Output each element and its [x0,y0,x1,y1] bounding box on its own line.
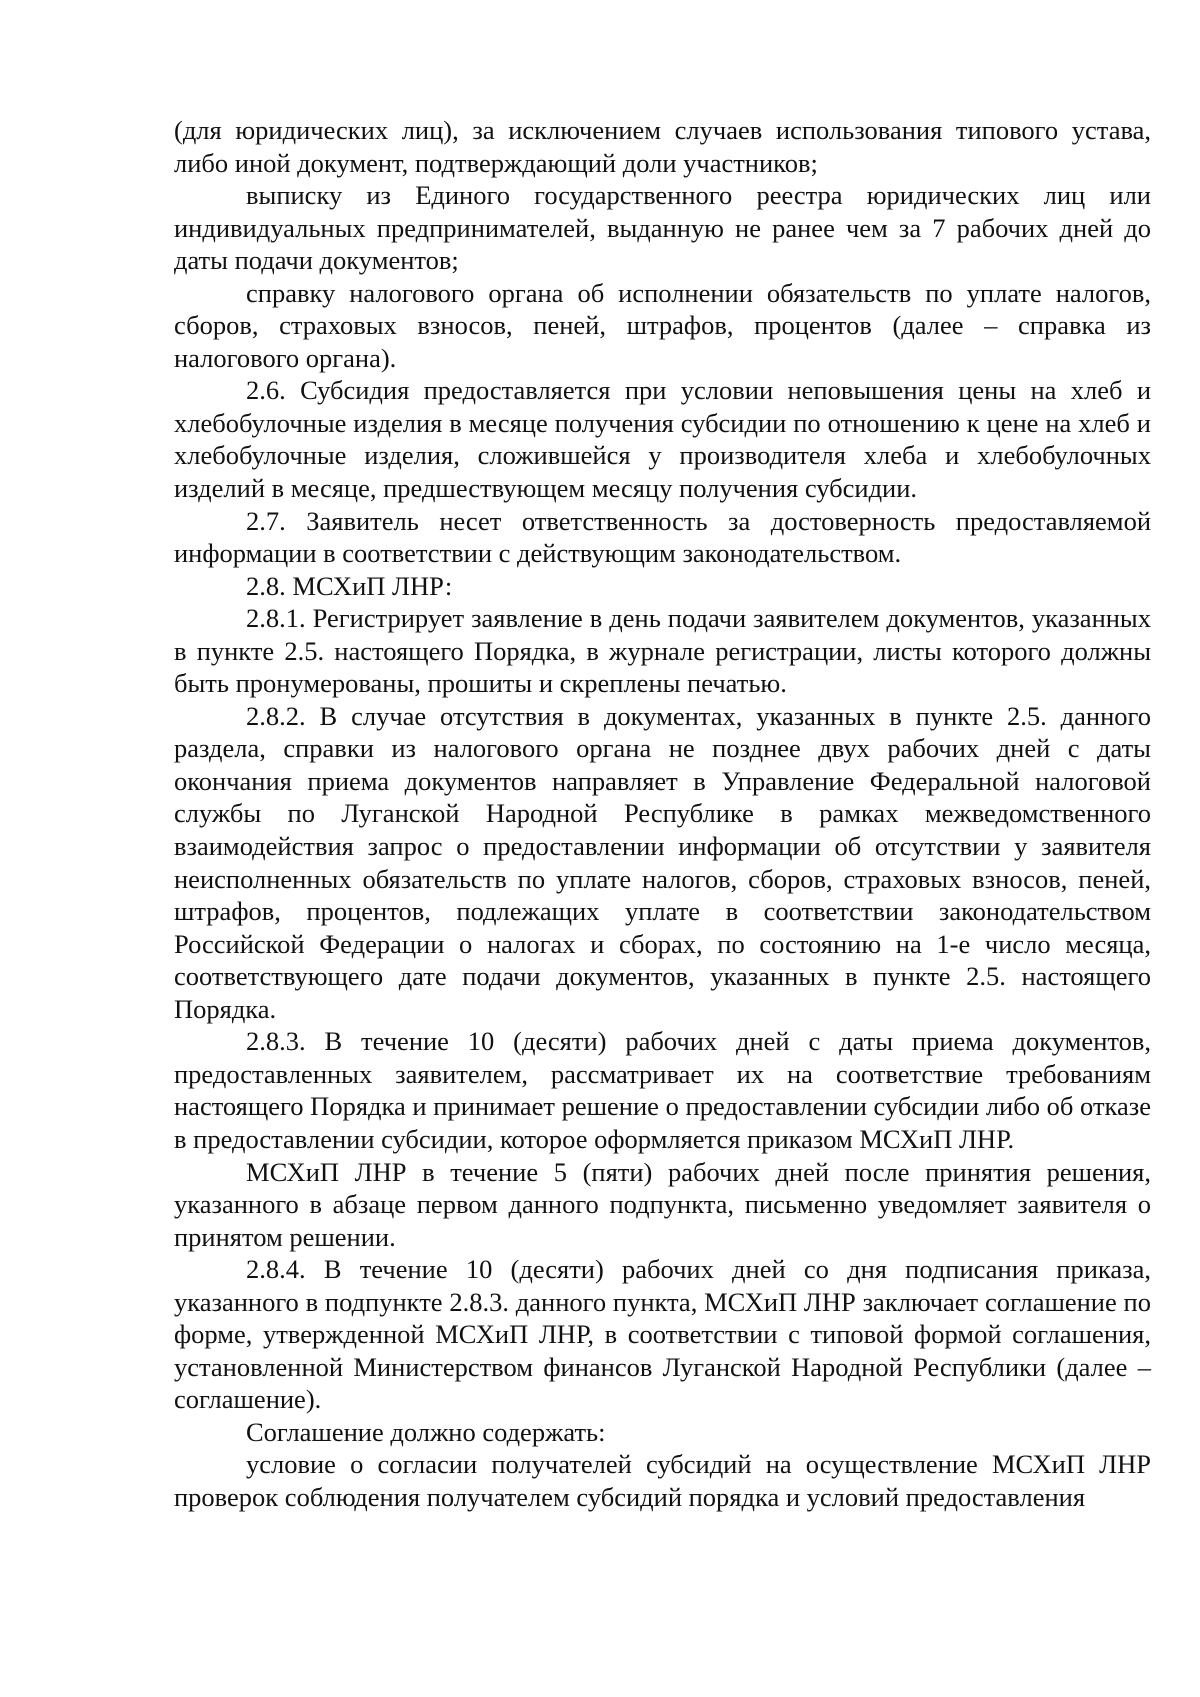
document-body [174,114,1151,1514]
paragraph-2-6: 2.6. Субсидия предоставляется при условии неповышения цены на хлеб и хлебобулочные изделия в месяце получения субсидии по отношению к цене на хлеб и хлебобулочные изделия, сложившейся у производителя хлеба и хлебобулочных изделий в месяце, предшествующем месяцу получения субсидии. [174,375,1151,504]
paragraph-2-8: 2.8. МСХиП ЛНР: [246,570,453,601]
paragraph-agreement-contents: Соглашение должно содержать: [246,1416,606,1447]
paragraph-2-8-4: 2.8.4. В течение 10 (десяти) рабочих дней со дня подписания приказа, указанного в подпункте 2.8.3. данного пункта, МСХиП ЛНР заключает соглашение по форме, утвержденной МСХиП ЛНР, в соответствии с типовой формой соглашения, установленной Министерством финансов Луганской Народной Республики (далее – соглашение). [174,1254,1151,1415]
paragraph-inspection-consent: условие о согласии получателей субсидий на осуществление МСХиП ЛНР проверок соблюдения получателем субсидий порядка и условий предоставления [174,1449,1151,1512]
paragraph-2-7: 2.7. Заявитель несет ответственность за достоверность предоставляемой информации в соответствии с действующим законодательством. [174,505,1151,569]
paragraph-2-8-1: 2.8.1. Регистрирует заявление в день подачи заявителем документов, указанных в пункте 2.5. настоящего Порядка, в журнале регистрации, листы которого должны быть пронумерованы, прошиты и скреплены печатью. [174,603,1151,699]
paragraph-tax-certificate: справку налогового органа об исполнении обязательств по уплате налогов, сборов, страховых взносов, пеней, штрафов, процентов (далее – справка из налогового органа). [174,277,1151,373]
paragraph-founding-documents: (для юридических лиц), за исключением случаев использования типового устава, либо иной документ, подтверждающий доли участников; [174,115,1151,178]
paragraph-2-8-3: 2.8.3. В течение 10 (десяти) рабочих дней с даты приема документов, предоставленных заявителем, рассматривает их на соответствие требованиям настоящего Порядка и принимает решение о предоставлении субсидии либо об отказе в предоставлении субсидии, которое оформляется приказом МСХиП ЛНР. [174,1026,1151,1154]
paragraph-registry-extract: выписку из Единого государственного реестра юридических лиц или индивидуальных предпринимателей, выданную не ранее чем за 7 рабочих дней до даты подачи документов; [174,180,1151,276]
paragraph-2-8-2: 2.8.2. В случае отсутствия в документах, указанных в пункте 2.5. данного раздела, справки из налогового органа не позднее двух рабочих дней с даты окончания приема документов направляет в Управление Федеральной налоговой службы по Луганской Народной Республике в рамках межведомственного взаимодействия запрос о предоставлении информации об отсутствии у заявителя неисполненных обязательств по уплате налогов, сборов, страховых взносов, пеней, штрафов, процентов, подлежащих уплате в соответствии законодательством Российской Федерации о налогах и сборах, по состоянию на 1-е число месяца, соответствующего дате подачи документов, указанных в пункте 2.5. настоящего Порядка. [174,700,1151,1024]
paragraph-notification: МСХиП ЛНР в течение 5 (пяти) рабочих дней после принятия решения, указанного в абзаце первом данного подпункта, письменно уведомляет заявителя о принятом решении. [174,1156,1151,1252]
